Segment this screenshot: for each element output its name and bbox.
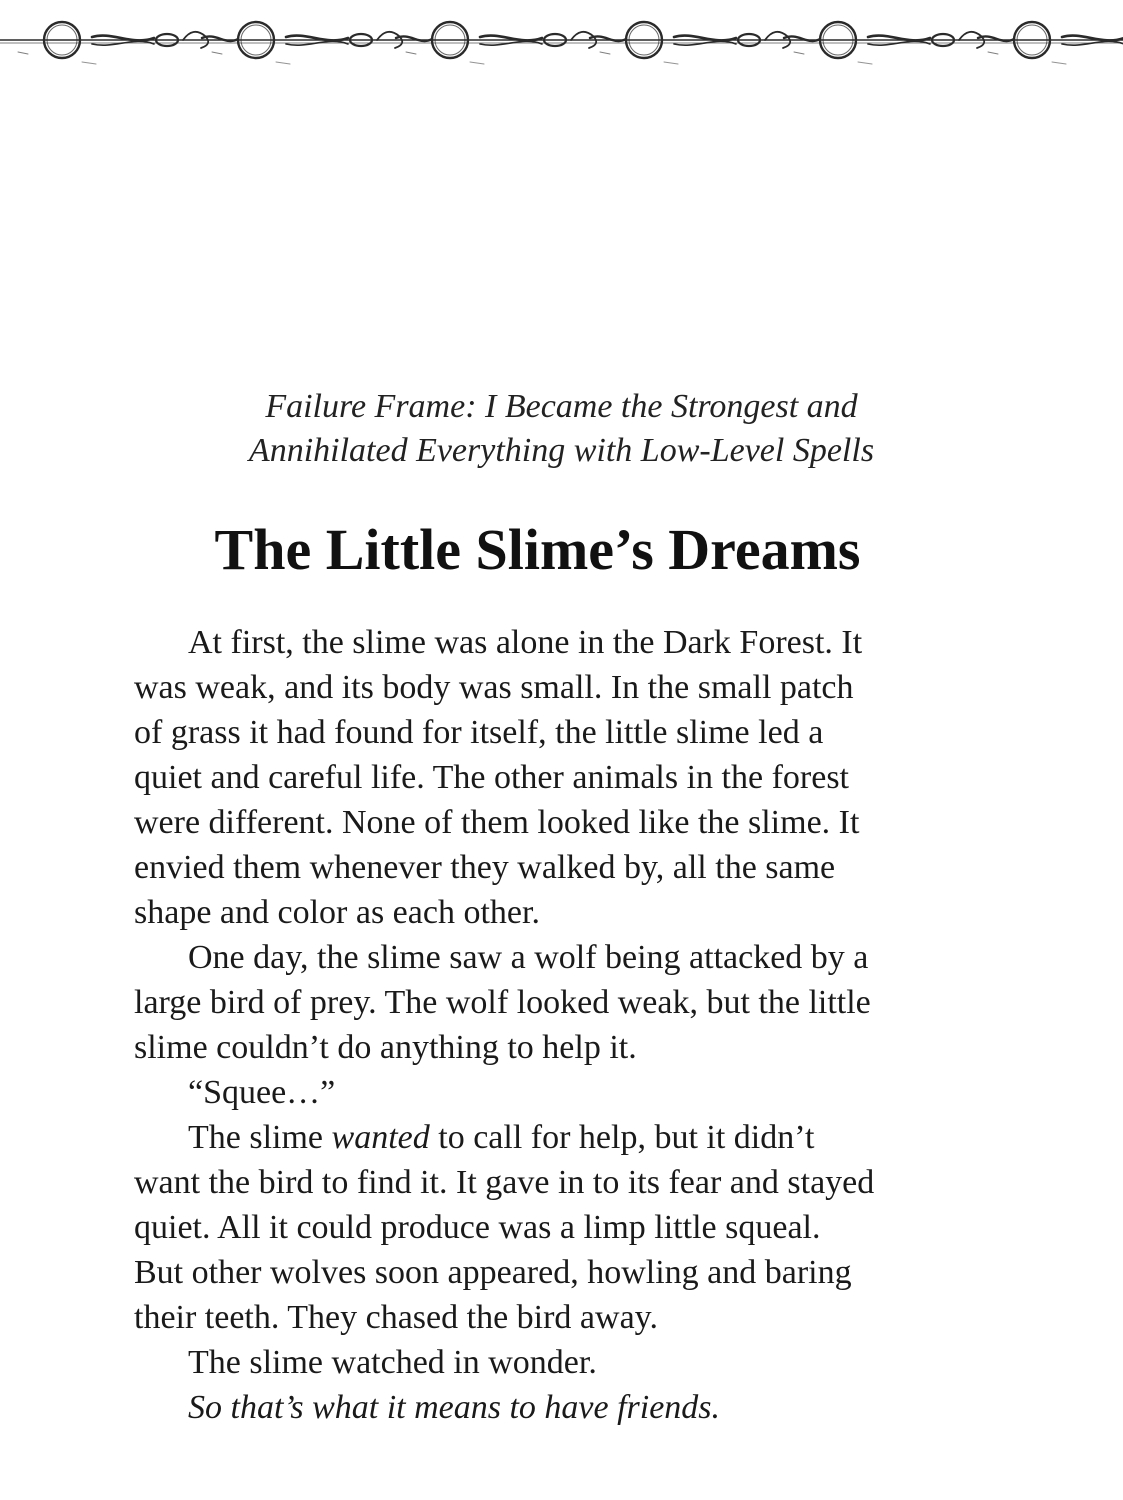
emphasis-text: wanted: [331, 1119, 430, 1156]
body-line: large bird of prey. The wolf looked weak, but the little: [134, 984, 871, 1021]
body-line: their teeth. They chased the bird away.: [134, 1299, 658, 1336]
body-line: But other wolves soon appeared, howling and baring: [134, 1254, 852, 1291]
series-title-line-1: Failure Frame: I Became the Strongest and: [265, 388, 858, 425]
body-line: slime couldn’t do anything to help it.: [134, 1029, 637, 1066]
chain-border-icon: [0, 0, 1123, 80]
body-line: of grass it had found for itself, the little slime led a: [134, 714, 824, 751]
body-text-segment: The slime: [188, 1119, 332, 1156]
body-text-segment: to call for help, but it didn’t: [429, 1119, 815, 1156]
body-line: quiet and careful life. The other animals in the forest: [134, 759, 849, 796]
body-line: At first, the slime was alone in the Dark Forest. It: [188, 624, 863, 661]
dialogue-line: “Squee…”: [188, 1074, 336, 1111]
inner-thought-line: So that’s what it means to have friends.: [188, 1389, 721, 1426]
body-line: was weak, and its body was small. In the small patch: [134, 669, 854, 706]
chapter-body: [134, 620, 964, 1430]
book-series-title: [0, 385, 1123, 473]
body-line: quiet. All it could produce was a limp little squeal.: [134, 1209, 821, 1246]
body-line: shape and color as each other.: [134, 894, 540, 931]
chapter-title: The Little Slime’s Dreams: [214, 517, 861, 582]
body-line: One day, the slime saw a wolf being attacked by a: [188, 939, 869, 976]
body-line: want the bird to find it. It gave in to its fear and stayed: [134, 1164, 875, 1201]
body-line: [134, 1115, 964, 1160]
body-line: were different. None of them looked like the slime. It: [134, 804, 860, 841]
series-title-line-2: Annihilated Everything with Low-Level Spells: [248, 432, 875, 469]
body-line: envied them whenever they walked by, all the same: [134, 849, 836, 886]
body-line: The slime watched in wonder.: [188, 1344, 597, 1381]
